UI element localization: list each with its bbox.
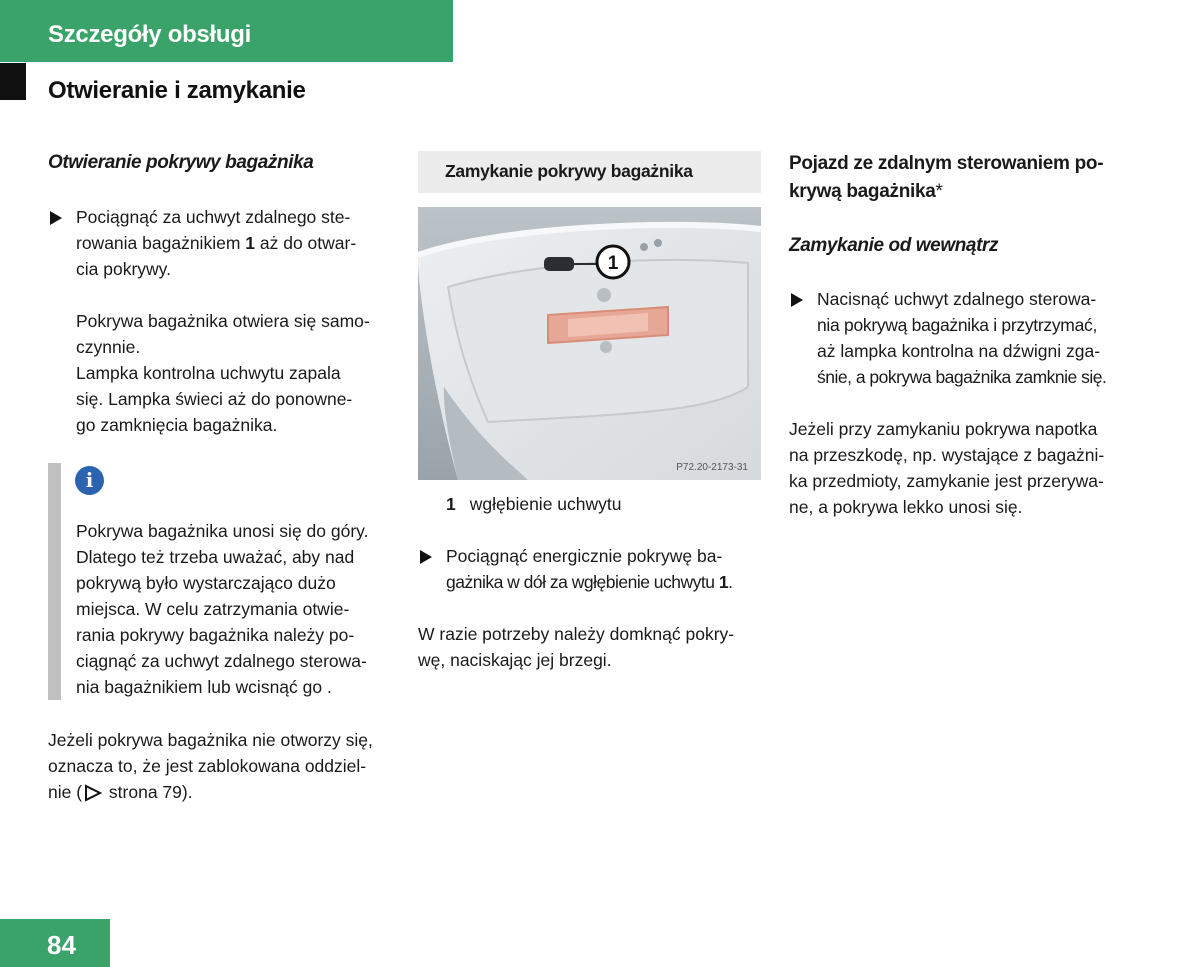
page-number: 84 [47, 930, 76, 960]
trunk-lid-photo [418, 207, 761, 480]
step-text: gażnika w dół za wgłębienie uchwytu [446, 572, 719, 592]
chapter-title: Szczegóły obsługi [48, 21, 251, 48]
heading-line [789, 178, 1149, 206]
photo-reference-code: P72.20-2173-31 [676, 462, 748, 473]
heading-line: Pojazd ze zdalnym sterowaniem po- [789, 153, 1104, 174]
result-line: czynnie. [76, 337, 141, 357]
chapter-header [0, 0, 453, 62]
note-line: miejsca. W celu zatrzymania otwie- [76, 599, 350, 619]
step-open [48, 204, 398, 282]
result-line: go zamknięcia bagażnika. [76, 415, 278, 435]
page-number-box [0, 919, 110, 967]
note-line: pokrywą było wystarczająco dużo [76, 573, 336, 593]
step-close [418, 543, 768, 595]
legend-item [446, 491, 766, 517]
page-reference-icon [84, 784, 100, 800]
column-middle-steps [418, 543, 768, 673]
step-line [446, 569, 768, 595]
info-icon: i [75, 466, 104, 495]
note-line: Dlatego też trzeba uważać, aby nad [76, 547, 355, 567]
info-note [76, 518, 406, 700]
text-line: Jeżeli przy zamykaniu pokrywa napotka [789, 419, 1098, 439]
close-hint [418, 621, 768, 673]
locked-note [48, 727, 408, 805]
step-line: aż lampka kontrolna na dźwigni zga- [817, 341, 1101, 361]
note-line: ciągnąć za uchwyt zdalnego sterowa- [76, 651, 367, 671]
subheading-close-inside: Zamykanie od wewnątrz [789, 235, 999, 256]
text-line: W razie potrzeby należy domknąć pokry- [418, 624, 735, 644]
step-press [789, 286, 1149, 390]
step-line: Pociągnąć za uchwyt zdalnego ste- [76, 207, 351, 227]
figure-title: Zamykanie pokrywy bagażnika [445, 161, 693, 181]
step-line: cia pokrywy. [76, 259, 171, 279]
text-line: wę, naciskając jej brzegi. [418, 650, 612, 670]
text-part: nie ( [48, 782, 83, 802]
optional-equipment-marker: * [935, 181, 943, 202]
text-line: ne, a pokrywa lekko unosi się. [789, 497, 1023, 517]
step-line: Pociągnąć energicznie pokrywę ba- [446, 546, 723, 566]
photo-callout-number: 1 [607, 253, 619, 274]
figure-title-box [418, 151, 761, 193]
obstacle-note [789, 416, 1149, 520]
bullet-arrow-icon [50, 211, 62, 225]
column-left [48, 150, 398, 438]
step-text: rowania bagażnikiem [76, 233, 246, 253]
step-line [76, 230, 398, 256]
figure-legend [446, 491, 766, 517]
step-line: śnie, a pokrywa bagażnika zamknie się. [817, 367, 1107, 387]
heading-open-trunk: Otwieranie pokrywy bagażnika [48, 152, 314, 173]
step-text: . [728, 572, 733, 592]
result-line: Pokrywa bagażnika otwiera się samo- [76, 311, 370, 331]
legend-number: 1 [446, 494, 456, 514]
legend-text: wgłębienie uchwytu [469, 494, 622, 514]
step-text: aż do otwar- [255, 233, 357, 253]
bullet-arrow-icon [420, 550, 432, 564]
heading-text: krywą bagażnika [789, 181, 936, 202]
text-line: oznacza to, że jest zablokowana oddziel- [48, 756, 367, 776]
page-reference-link[interactable]: strona 79). [104, 782, 193, 802]
text-line: ka przedmioty, zamykanie jest przerywa- [789, 471, 1104, 491]
note-line: Pokrywa bagażnika unosi się do góry. [76, 521, 369, 541]
column-right [789, 150, 1149, 520]
section-marker [0, 63, 26, 100]
callout-number: 1 [245, 233, 255, 253]
callout-number: 1 [718, 572, 729, 592]
text-line: Jeżeli pokrywa bagażnika nie otworzy się, [48, 730, 373, 750]
result-text [48, 308, 398, 438]
heading-remote-trunk [789, 150, 1149, 206]
bullet-arrow-icon [791, 293, 803, 307]
result-line: się. Lampka świeci aż do ponowne- [76, 389, 353, 409]
step-line: nia pokrywą bagażnika i przytrzymać, [817, 315, 1098, 335]
text-line: na przeszkodę, np. wystające z bagażni- [789, 445, 1105, 465]
result-line: Lampka kontrolna uchwytu zapala [76, 363, 341, 383]
note-line: rania pokrywy bagażnika należy po- [76, 625, 355, 645]
step-line: Nacisnąć uchwyt zdalnego sterowa- [817, 289, 1097, 309]
text-line [48, 779, 408, 805]
note-side-bar [48, 463, 61, 700]
note-line: nia bagażnikiem lub wcisnąć go . [76, 677, 332, 697]
page-title: Otwieranie i zamykanie [48, 77, 306, 104]
